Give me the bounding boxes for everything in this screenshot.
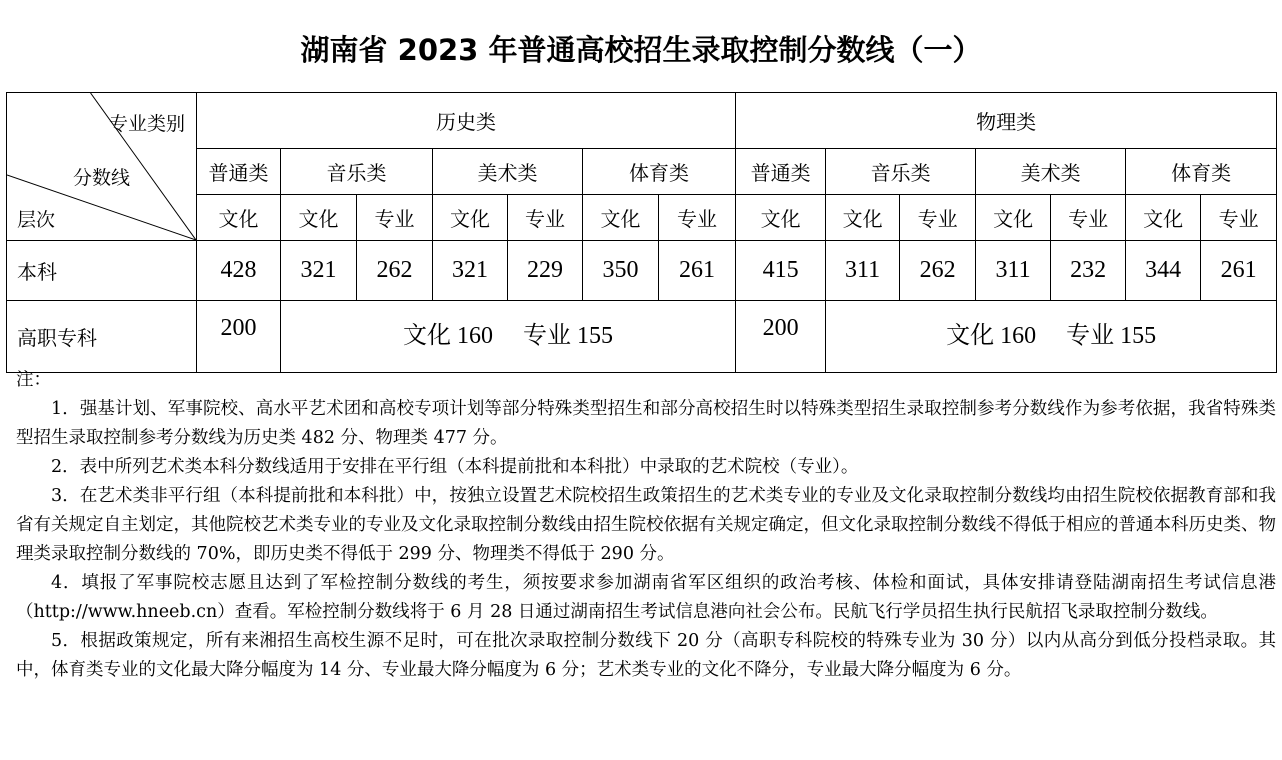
score-cell: 262 [900,241,976,301]
sub-header: 专业 [357,195,433,241]
group-header: 音乐类 [281,149,433,195]
table-row [7,241,1277,301]
note-item: 4．填报了军事院校志愿且达到了军检控制分数线的考生，须按要求参加湖南省军区组织的政治考核、体检和面试，具体安排请登陆湖南招生考试信息港（http://www.hneeb.cn）查看。军检控制分数线将于 6 月 28 日通过湖南招生考试信息港向社会公布。民航飞行学员招生执行民航招飞录取控制分数线。 [16,573,1276,622]
sub-header: 专业 [1201,195,1277,241]
group-header: 音乐类 [826,149,976,195]
sub-header: 文化 [583,195,659,241]
note-item: 1．强基计划、军事院校、高水平艺术团和高校专项计划等部分特殊类型招生和部分高校招生时以特殊类型招生录取控制参考分数线作为参考依据，我省特殊类型招生录取控制参考分数线为历史类 482 分、物理类 477 分。 [16,399,1276,448]
sub-header: 文化 [433,195,508,241]
notes-heading: 注： [16,370,51,390]
score-cell: 200 [197,301,281,373]
group-header: 普通类 [736,149,826,195]
note-item: 2．表中所列艺术类本科分数线适用于安排在平行组（本科提前批和本科批）中录取的艺术院校（专业）。 [51,457,859,477]
score-cell: 262 [357,241,433,301]
score-cell: 232 [1051,241,1126,301]
diag-label-level: 层次 [17,209,56,231]
score-cell: 350 [583,241,659,301]
history-header: 历史类 [197,93,736,149]
row-label: 高职专科 [7,301,197,373]
physics-header: 物理类 [736,93,1277,149]
note-item: 5．根据政策规定，所有来湘招生高校生源不足时，可在批次录取控制分数线下 20 分（高职专科院校的特殊专业为 30 分）以内从高分到低分投档录取。其中，体育类专业的文化最大降分幅度为 14 分、专业最大降分幅度为 6 分；艺术类专业的文化不降分，专业最大降分幅度为 6 分。 [16,631,1276,680]
row-label: 本科 [7,241,197,301]
sub-header: 文化 [1126,195,1201,241]
score-cell: 311 [976,241,1051,301]
score-cell: 428 [197,241,281,301]
score-cell: 321 [281,241,357,301]
diag-label-score: 分数线 [73,167,131,189]
sub-header: 专业 [508,195,583,241]
notes [16,366,1276,685]
score-cell: 文化 160 专业 155 [281,301,736,373]
score-cell: 321 [433,241,508,301]
score-cell: 200 [736,301,826,373]
sub-header: 文化 [197,195,281,241]
group-header: 体育类 [583,149,736,195]
group-header: 美术类 [976,149,1126,195]
score-cell: 344 [1126,241,1201,301]
note-item: 3．在艺术类非平行组（本科提前批和本科批）中，按独立设置艺术院校招生政策招生的艺术类专业的专业及文化录取控制分数线均由招生院校依据教育部和我省有关规定自主划定，其他院校艺术类专业的专业及文化录取控制分数线由招生院校依据有关规定确定，但文化录取控制分数线不得低于相应的普通本科历史类、物理类录取控制分数线的 70%，即历史类不得低于 299 分、物理类不得低于 290 分。 [16,486,1276,564]
sub-header: 专业 [659,195,736,241]
group-header: 美术类 [433,149,583,195]
group-header: 体育类 [1126,149,1277,195]
sub-header: 专业 [900,195,976,241]
group-header: 普通类 [197,149,281,195]
score-table [6,92,1277,373]
score-cell: 311 [826,241,900,301]
score-cell: 文化 160 专业 155 [826,301,1277,373]
diag-label-category: 专业类别 [109,113,186,135]
sub-header: 文化 [736,195,826,241]
sub-header: 文化 [826,195,900,241]
score-cell: 261 [1201,241,1277,301]
score-cell: 261 [659,241,736,301]
sub-header: 文化 [281,195,357,241]
score-cell: 229 [508,241,583,301]
page-title: 湖南省 2023 年普通高校招生录取控制分数线（一） [300,33,982,67]
score-cell: 415 [736,241,826,301]
table-row [7,301,1277,373]
diagonal-header-cell [7,93,197,241]
sub-header: 文化 [976,195,1051,241]
sub-header: 专业 [1051,195,1126,241]
